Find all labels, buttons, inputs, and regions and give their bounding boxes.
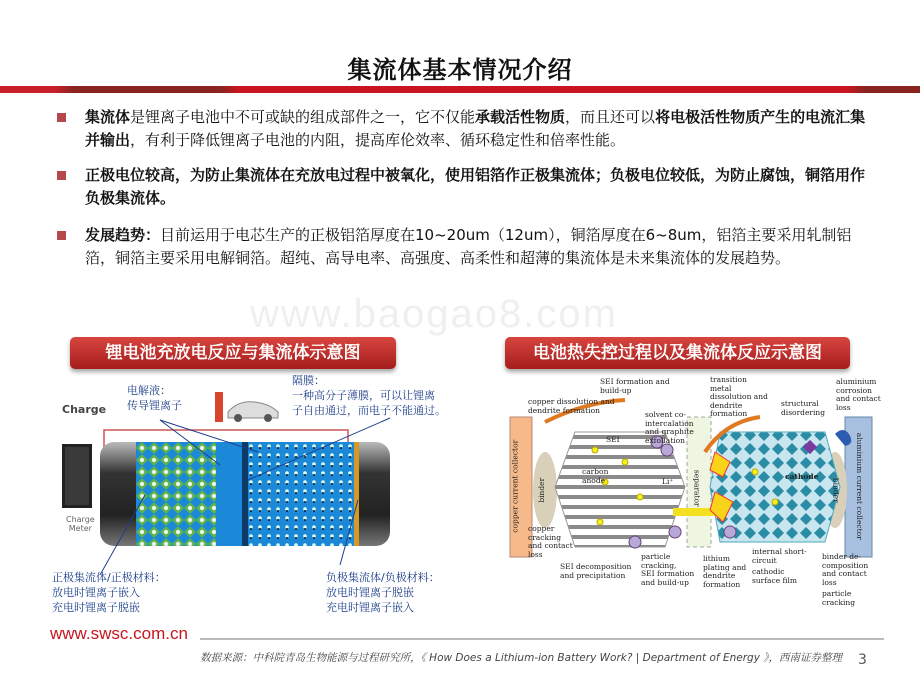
label-binder-right: binder [831,477,841,503]
emphasized-text: 正极电位较高，为防止集流体在充放电过程中被氧化，使用铝箔作正极集流体；负极电位较低，为防止腐蚀，铜箔用作负极集流体。 [85,166,866,207]
separator-label: 隔膜： 一种高分子薄膜，可以让锂离 子自由通过，而电子不能通过。 [292,374,446,417]
label-internal-short-circuit: internal short- circuit [752,547,807,565]
body-text: ，有利于降低锂离子电池的内阻，提高库伦效率、循环稳定性和倍率性能。 [130,131,626,149]
charge-label: Charge [62,403,107,416]
label-particle-cracking: particle cracking [822,589,856,607]
label-carbon-anode: carbon anode [582,467,609,485]
paragraph-development-trend [85,224,875,270]
anode-material [248,442,354,546]
emphasized-text: 将电极活性物质产生的电流汇集并输出 [85,108,866,149]
bullet-marker [57,171,66,180]
title-divider [0,86,920,93]
charge-meter-label: Charge Meter [66,515,95,533]
label-solvent-cointercalation: solvent co- intercalation and graphite exfoliation [645,410,694,445]
emphasized-text: 发展趋势： [85,226,161,244]
label-sei-formation: SEI formation and build-up [600,377,670,395]
paragraph-electrode-foils [85,164,875,210]
emphasized-text: 集流体 [85,108,131,126]
right-panel-header: 电池热失控过程以及集流体反应示意图 [505,337,850,369]
label-copper-dissolution: copper dissolution and dendrite formation [528,397,615,415]
copper-collector [354,442,359,546]
label-sei-decomposition: SEI decomposition and precipitation [560,562,632,580]
page-title: 集流体基本情况介绍 [347,56,573,84]
electrolyte [216,442,244,546]
label-aluminium-corrosion: aluminium corrosion and contact loss [836,377,881,412]
label-cathode: cathode [785,472,819,481]
label-copper-cracking: copper cracking and contact loss [528,524,573,559]
watermark: www.baogao8.com [250,292,618,336]
body-text: 是锂离子电池中不可或缺的组成部件之一，它不仅能 [130,108,476,126]
cathode [710,432,840,542]
label-particle-cracking-sei: particle cracking, SEI formation and build-up [641,552,695,587]
page-number: 3 [858,652,867,668]
data-source-note: 数据来源：中科院青岛生物能源与过程研究所，《 How Does a Lithium-ion Battery Work? | Department of Energy 》，西南证券整理 [200,652,842,664]
bullet-marker [57,113,66,122]
charger-icon [215,392,223,422]
label-transition-metal: transition metal dissolution and dendrite formation [710,375,768,418]
label-sei: SEI [606,435,620,444]
label-separator: separator [692,469,702,507]
footer-website-link[interactable]: www.swsc.com.cn [50,624,188,643]
footer-divider [200,638,884,640]
separator [242,442,248,546]
positive-electrode-label: 正极集流体/正极材料： 放电时锂离子嵌入 充电时锂离子脱嵌 [52,571,166,614]
label-aluminium-collector: aluminium current collector [854,432,864,540]
label-copper-collector: copper current collector [510,439,520,533]
negative-electrode-label: 负极集流体/负极材料： 放电时锂离子脱嵌 充电时锂离子嵌入 [326,571,440,614]
label-structural-disordering: structural disordering [781,399,826,417]
label-binder-decomposition: binder de- composition and contact loss [822,552,869,587]
bullet-marker [57,231,66,240]
electrolyte-label: 电解液： 传导锂离子 [127,384,182,412]
emphasized-text: 承载活性物质 [475,108,566,126]
body-text: 目前运用于电芯生产的正极铝箔厚度在10~20um（12um），铜箔厚度在6~8um，铝箔主要采用轧制铝箔，铜箔主要采用电解铜箔。超纯、高导电率、高强度、高柔性和超薄的集流体是未来集流体的发展趋势。 [85,226,852,267]
cathode-material [136,442,216,546]
label-li-ion: Li⁺ [662,477,674,486]
body-text: ，而且还可以 [565,108,656,126]
label-binder-left: binder [537,477,547,503]
paragraph-current-collector-role [85,106,875,152]
label-cathodic-surface-film: cathodic surface film [752,567,798,585]
left-panel-header: 锂电池充放电反应与集流体示意图 [70,337,396,369]
label-lithium-plating: lithium plating and dendrite formation [703,554,747,589]
